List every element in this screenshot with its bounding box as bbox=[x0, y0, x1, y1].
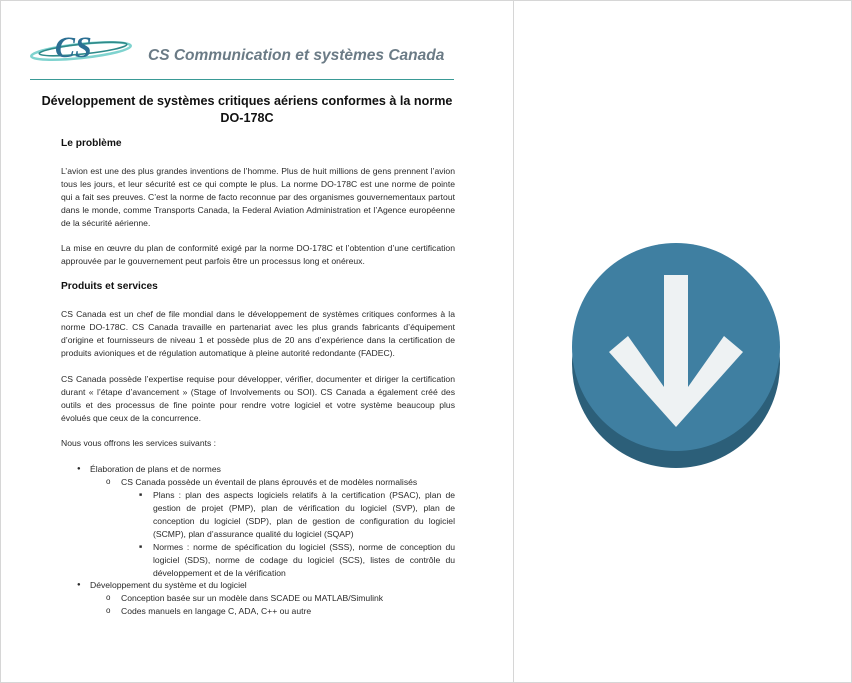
document-page bbox=[1, 1, 514, 682]
service-item-plans: Élaboration de plans et de normes bbox=[90, 464, 221, 475]
products-paragraph-1: CS Canada est un chef de file mondial dans le développement de systèmes critiques conformes à la norme DO-178C. CS Canada travaille en partenariat avec les plus grands fabricants d’équipement d’origine et fournisseurs de niveau 1 et possède plus de 20 ans d’expérience dans la certification de produits avioniques et de régulation automatique à pleine autorité redondante (FADEC). bbox=[61, 309, 455, 358]
cs-logo bbox=[29, 29, 141, 67]
list-item bbox=[61, 463, 455, 579]
svg-text:CS: CS bbox=[55, 31, 92, 64]
products-heading: Produits et services bbox=[61, 281, 158, 293]
services-list bbox=[61, 463, 455, 618]
problem-paragraph-1: L’avion est une des plus grandes inventions de l’homme. Plus de huit millions de gens prennent l’avion tous les jours, et leur sécurité est ce qui compte le plus. La norme DO-178C est une norme de pointe qui a fait ses preuves. C’est la norme de facto reconnue par des organismes gouvernementaux partout dans le monde, comme Transports Canada, la Federal Aviation Administration et l’Agence européenne de la sécurité aérienne. bbox=[61, 165, 455, 228]
services-intro: Nous vous offrons les services suivants : bbox=[61, 438, 217, 449]
document-body bbox=[61, 138, 455, 618]
document-title-line-2: DO-178C bbox=[220, 111, 274, 125]
problem-paragraph-2: La mise en œuvre du plan de conformité exigé par la norme DO-178C et l’obtention d’une certification approuvée par le gouvernement peut parfois être un processus long et onéreux. bbox=[61, 243, 455, 267]
list-item: ■ Plans : plan des aspects logiciels relatifs à la certification (PSAC), plan de gestion de projet (PMP), plan de vérification du logiciel (SVP), plan de conception du logiciel (SDP), plan de gestion de configuration du logiciel (SCMP), plan d’assurance qualité du logiciel (SQAP) bbox=[121, 489, 455, 541]
list-item bbox=[90, 476, 455, 579]
list-item: o Conception basée sur un modèle dans SCADE ou MATLAB/Simulink bbox=[90, 592, 455, 605]
sub-list bbox=[90, 592, 455, 618]
document-title-line-1: Développement de systèmes critiques aériens conformes à la norme bbox=[41, 94, 453, 108]
products-paragraph-2: CS Canada possède l’expertise requise pour développer, vérifier, documenter et diriger la certification durant « l’étape d’avancement » (Stage of Involvements ou SOI). CS Canada a également créé des outils et des processus de fine pointe pour rendre votre logiciel et votre système beaucoup plus évolués que ceux de la concurrence. bbox=[61, 373, 455, 423]
download-button[interactable] bbox=[571, 237, 781, 469]
problem-heading: Le problème bbox=[61, 138, 122, 149]
sub-list bbox=[90, 476, 455, 579]
header-divider bbox=[30, 79, 454, 80]
list-item: ■ Normes : norme de spécification du logiciel (SSS), norme de conception du logiciel (SDS), norme de codage du logiciel (SCS), listes de contrôle du développement et de la vérification bbox=[121, 541, 455, 580]
list-item: o Codes manuels en langage C, ADA, C++ ou autre bbox=[90, 605, 455, 618]
sub-sub-list bbox=[121, 489, 455, 579]
download-arrow-icon bbox=[571, 237, 781, 469]
service-subitem-plans-models: CS Canada possède un éventail de plans éprouvés et de modèles normalisés bbox=[121, 477, 418, 488]
document-title bbox=[41, 93, 453, 127]
company-name: CS Communication et systèmes Canada bbox=[148, 47, 445, 64]
list-item bbox=[61, 579, 455, 618]
service-item-development: Développement du système et du logiciel bbox=[90, 580, 247, 591]
